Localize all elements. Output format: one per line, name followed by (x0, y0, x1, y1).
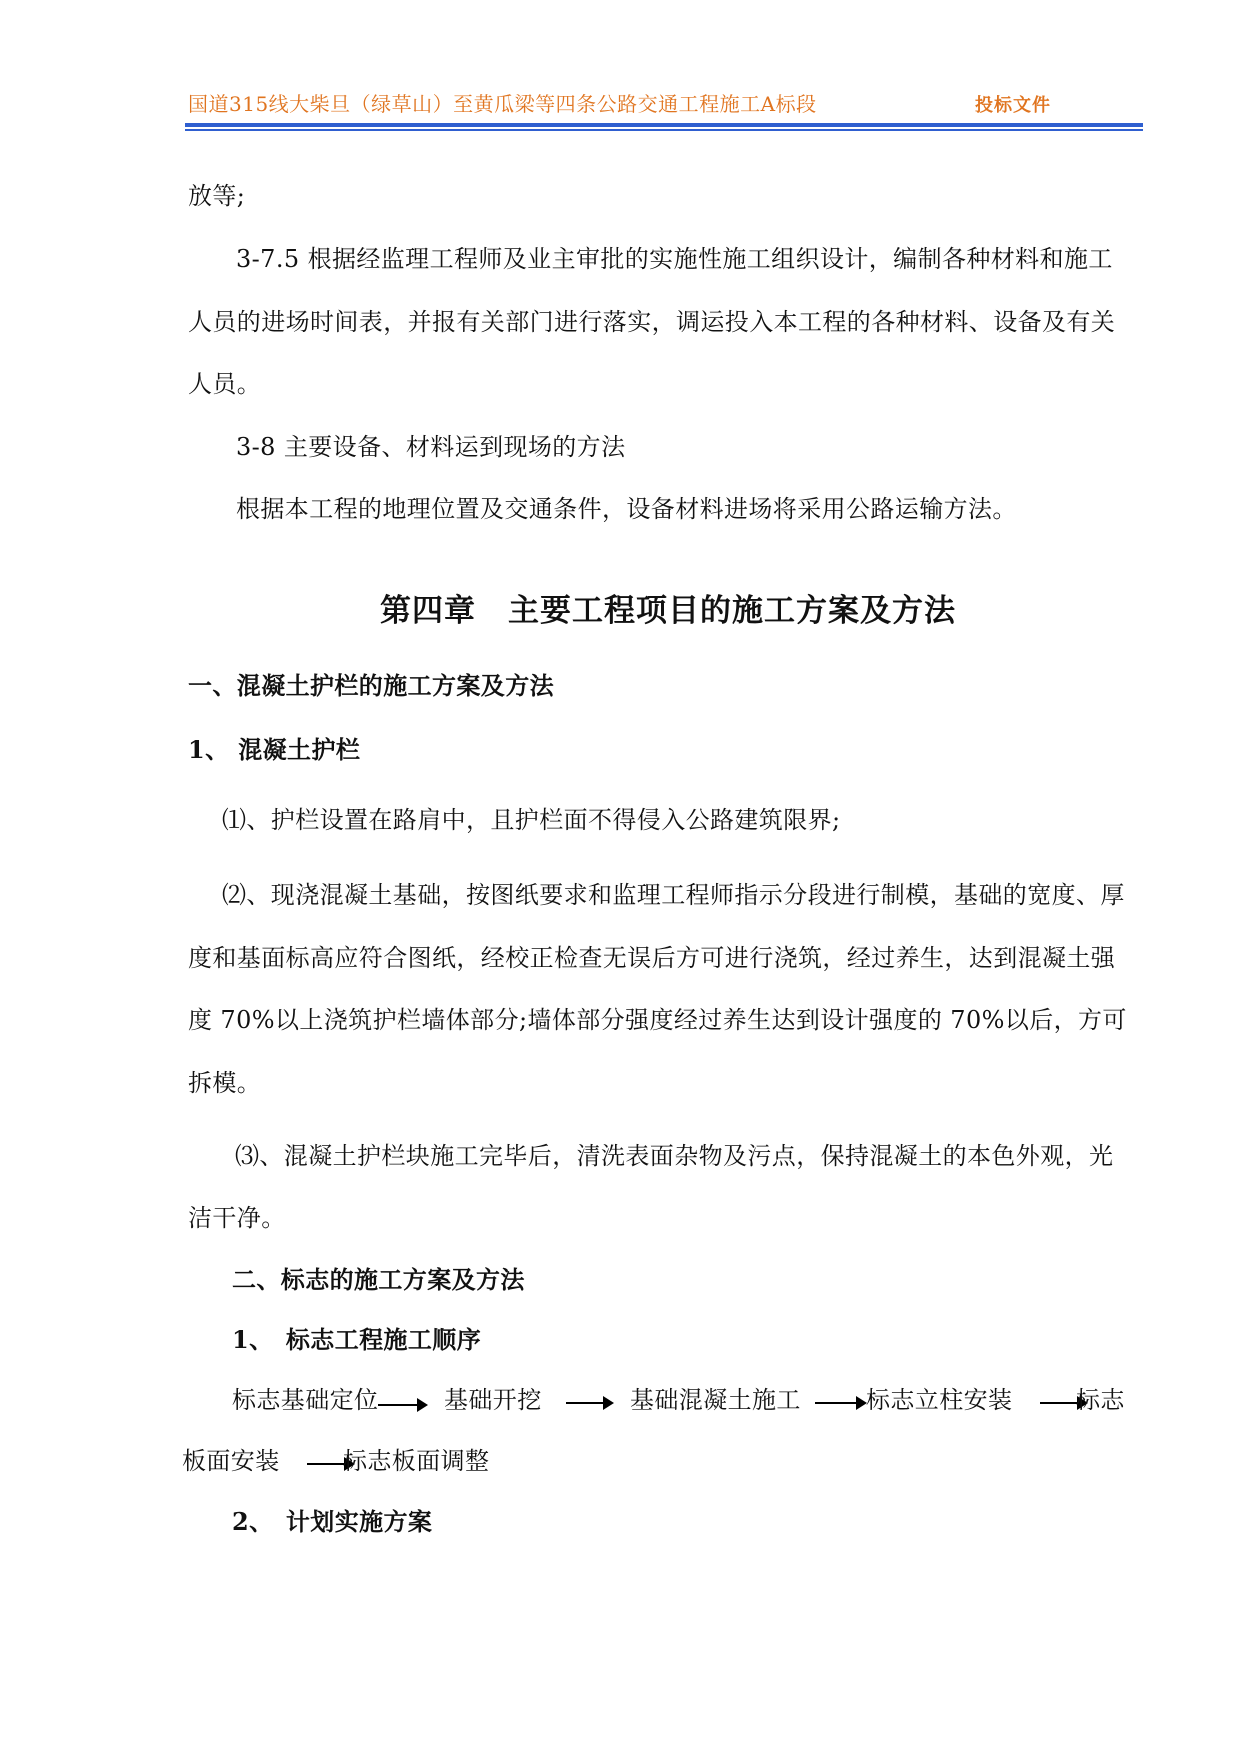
arrow-right-icon (566, 1402, 612, 1404)
flow-step: 板面安装 (182, 1447, 280, 1475)
section-heading: 二、标志的施工方案及方法 (232, 1265, 525, 1294)
paragraph-line: 拆模。 (188, 1069, 262, 1097)
paragraph-line: 洁干净。 (188, 1204, 286, 1232)
flow-step: 标志立柱安装 (866, 1386, 1013, 1414)
header-doc-type: 投标文件 (975, 95, 1051, 116)
paragraph-line: 放等; (188, 182, 246, 210)
flow-step: 基础混凝土施工 (630, 1386, 801, 1414)
section-heading-3-8: 3-8 主要设备、材料运到现场的方法 (236, 433, 626, 461)
paragraph-line: ⑴、护栏设置在路肩中，且护栏面不得侵入公路建筑限界; (222, 806, 841, 834)
paragraph-line: 3-7.5 根据经监理工程师及业主审批的实施性施工组织设计，编制各种材料和施工 (236, 245, 1113, 273)
paragraph-line: 人员的进场时间表，并报有关部门进行落实，调运投入本工程的各种材料、设备及有关 (188, 308, 1116, 336)
arrow-right-icon (378, 1404, 426, 1406)
subsection-heading: 1、 混凝土护栏 (188, 735, 361, 764)
header-rule-thick (185, 123, 1143, 127)
subsection-heading: 1、 标志工程施工顺序 (232, 1325, 482, 1354)
subsection-heading: 2、 计划实施方案 (232, 1507, 433, 1536)
paragraph-line: 根据本工程的地理位置及交通条件，设备材料进场将采用公路运输方法。 (236, 495, 1017, 523)
chapter-title: 第四章 主要工程项目的施工方案及方法 (380, 593, 956, 629)
paragraph-line: 度和基面标高应符合图纸，经校正检查无误后方可进行浇筑，经过养生，达到混凝土强 (188, 944, 1116, 972)
header-rule-thin (185, 129, 1143, 131)
paragraph-line: ⑶、混凝土护栏块施工完毕后，清洗表面杂物及污点，保持混凝土的本色外观，光 (235, 1142, 1114, 1170)
paragraph-line: 度 70%以上浇筑护栏墙体部分;墙体部分强度经过养生达到设计强度的 70%以后，方可 (188, 1006, 1127, 1034)
paragraph-line: 人员。 (188, 370, 262, 398)
flow-step: 标志板面调整 (343, 1447, 490, 1475)
paragraph-line: ⑵、现浇混凝土基础，按图纸要求和监理工程师指示分段进行制模，基础的宽度、厚 (222, 881, 1125, 909)
flow-step: 标志基础定位 (232, 1386, 379, 1414)
flow-step: 标志 (1076, 1386, 1125, 1414)
section-heading: 一、混凝土护栏的施工方案及方法 (188, 671, 554, 700)
flow-step: 基础开挖 (444, 1386, 542, 1414)
header-project-title: 国道315线大柴旦（绿草山）至黄瓜梁等四条公路交通工程施工A标段 (188, 92, 817, 116)
arrow-right-icon (815, 1402, 865, 1404)
